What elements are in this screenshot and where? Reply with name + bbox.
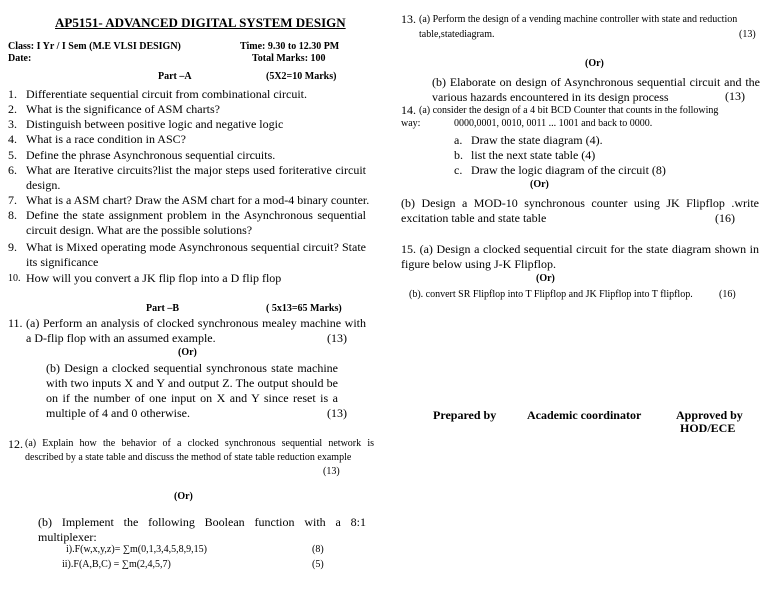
question-14a xyxy=(401,103,763,118)
question-text: (a) Perform an analysis of clocked synchronous mealey machine with a D-flip flop with an assumed example. xyxy=(26,316,366,345)
list-item xyxy=(8,132,368,147)
approved-by: Approved by xyxy=(676,408,743,422)
question-11b xyxy=(46,361,347,421)
list-item xyxy=(8,163,368,193)
question-number: 4. xyxy=(8,132,17,146)
question-number: 2. xyxy=(8,102,17,116)
list-item xyxy=(8,117,368,132)
item-text: list the next state table (4) xyxy=(471,148,596,162)
question-text: (b) Implement the following Boolean function with a 8:1 multiplexer: xyxy=(38,515,366,544)
question-number: 7. xyxy=(8,193,17,207)
exam-date: Date: xyxy=(8,53,32,64)
item-text: Draw the state diagram (4). xyxy=(471,133,603,147)
question-number: 8. xyxy=(8,208,17,222)
question-number: 9. xyxy=(8,240,17,254)
list-item xyxy=(8,193,368,208)
question-text: What is the significance of ASM charts? xyxy=(26,102,220,116)
paper-title: AP5151- ADVANCED DIGITAL SYSTEM DESIGN xyxy=(55,15,346,30)
right-column xyxy=(384,0,768,594)
or-separator: (Or) xyxy=(530,179,549,190)
prepared-by: Prepared by xyxy=(433,408,497,422)
or-separator: (Or) xyxy=(585,58,604,69)
list-item xyxy=(8,208,368,238)
question-13b xyxy=(432,75,760,105)
academic-coordinator: Academic coordinator xyxy=(527,408,642,422)
list-item xyxy=(454,148,754,163)
list-item xyxy=(8,271,368,286)
list-item xyxy=(454,133,754,148)
question-15a xyxy=(401,242,759,272)
question-14b xyxy=(401,196,759,226)
function-i-marks: (8) xyxy=(312,544,324,555)
question-text: (a) consider the design of a 4 bit BCD Counter that counts in the following xyxy=(419,105,719,116)
counting-way-label: way: xyxy=(401,118,421,129)
list-item xyxy=(8,87,368,102)
question-text: Define the state assignment problem in the Asynchronous sequential circuit design. What are the possible solutions? xyxy=(26,208,366,237)
question-marks: (13) xyxy=(327,331,347,345)
question-number: 13. xyxy=(401,12,416,26)
question-marks: (13) xyxy=(327,406,347,420)
item-text: Draw the logic diagram of the circuit (8) xyxy=(471,163,666,177)
question-12a xyxy=(8,437,374,482)
question-number: 3. xyxy=(8,117,17,131)
or-separator: (Or) xyxy=(536,273,555,284)
question-15b: (b). convert SR Flipflop into T Flipflop and JK Flipflop into T flipflop. xyxy=(409,289,693,300)
question-number: 5. xyxy=(8,148,17,162)
question-text: (b) Design a MOD-10 synchronous counter using JK Flipflop .write excitation table and state table xyxy=(401,196,759,225)
question-text: How will you convert a JK flip flop into a D flip flop xyxy=(26,271,282,285)
question-text: (b) Elaborate on design of Asynchronous sequential circuit and the various hazards encountered in its design process xyxy=(432,75,760,104)
question-13a xyxy=(401,12,763,42)
exam-time: Time: 9.30 to 12.30 PM xyxy=(240,41,340,52)
or-separator: (Or) xyxy=(174,491,193,502)
question-15b-marks: (16) xyxy=(719,289,736,300)
counting-sequence: 0000,0001, 0010, 0011 ... 1001 and back to 0000. xyxy=(454,118,653,129)
question-text: What is a race condition in ASC? xyxy=(26,132,186,146)
item-letter: b. xyxy=(454,148,463,162)
approved-by-dept: HOD/ECE xyxy=(680,421,736,435)
function-ii-marks: (5) xyxy=(312,559,324,570)
question-marks: (13) xyxy=(323,466,340,477)
question-text: Distinguish between positive logic and negative logic xyxy=(26,117,284,131)
function-i: i).F(w,x,y,z)= ∑m(0,1,3,4,5,8,9,15) xyxy=(66,544,207,555)
part-b-title: Part –B xyxy=(146,303,180,314)
class-line: Class: I Yr / I Sem (M.E VLSI DESIGN) xyxy=(8,41,181,52)
question-text: What is Mixed operating mode Asynchronous sequential circuit? State its significance xyxy=(26,240,366,269)
list-item xyxy=(454,163,754,178)
question-text: Define the phrase Asynchronous sequential circuits. xyxy=(26,148,276,162)
question-text: (a) Perform the design of a vending machine controller with state and reduction table,statediagram. xyxy=(419,14,738,40)
question-12b xyxy=(38,515,366,545)
question-marks: (13) xyxy=(725,89,745,103)
question-number: 6. xyxy=(8,163,17,177)
question-11a xyxy=(8,316,368,346)
part-a-marks: (5X2=10 Marks) xyxy=(266,71,337,82)
question-text: Differentiate sequential circuit from combinational circuit. xyxy=(26,87,308,101)
question-text: (a) Explain how the behavior of a clocked synchronous sequential network is described by a state table and discuss the method of state table reduction example xyxy=(25,438,374,463)
question-number: 14. xyxy=(401,103,416,117)
question-number: 12. xyxy=(8,437,23,451)
list-item xyxy=(8,240,368,270)
question-text: What are Iterative circuits?list the major steps used foriterative circuit design. xyxy=(26,163,366,192)
or-separator: (Or) xyxy=(178,347,197,358)
question-text: What is a ASM chart? Draw the ASM chart for a mod-4 binary counter. xyxy=(26,193,370,207)
item-letter: a. xyxy=(454,133,463,147)
function-ii: ii).F(A,B,C) = ∑m(2,4,5,7) xyxy=(62,559,171,570)
question-number: 10. xyxy=(8,273,21,284)
item-letter: c. xyxy=(454,163,463,177)
total-marks: Total Marks: 100 xyxy=(252,53,326,64)
question-text: 15. (a) Design a clocked sequential circuit for the state diagram shown in figure below using J-K Flipflop. xyxy=(401,242,759,271)
question-text: (b) Design a clocked sequential synchronous state machine with two inputs X and Y and output Z. The output should be on if the number of one input on X and Y since reset is a multiple of 4 and 0 otherwise. xyxy=(46,361,338,420)
question-marks: (13) xyxy=(739,29,756,40)
part-a-title: Part –A xyxy=(158,71,192,82)
question-number: 11. xyxy=(8,316,23,330)
question-number: 1. xyxy=(8,87,17,101)
list-item xyxy=(8,148,368,163)
part-b-marks: ( 5x13=65 Marks) xyxy=(266,303,342,314)
question-marks: (16) xyxy=(715,211,735,225)
list-item xyxy=(8,102,368,117)
